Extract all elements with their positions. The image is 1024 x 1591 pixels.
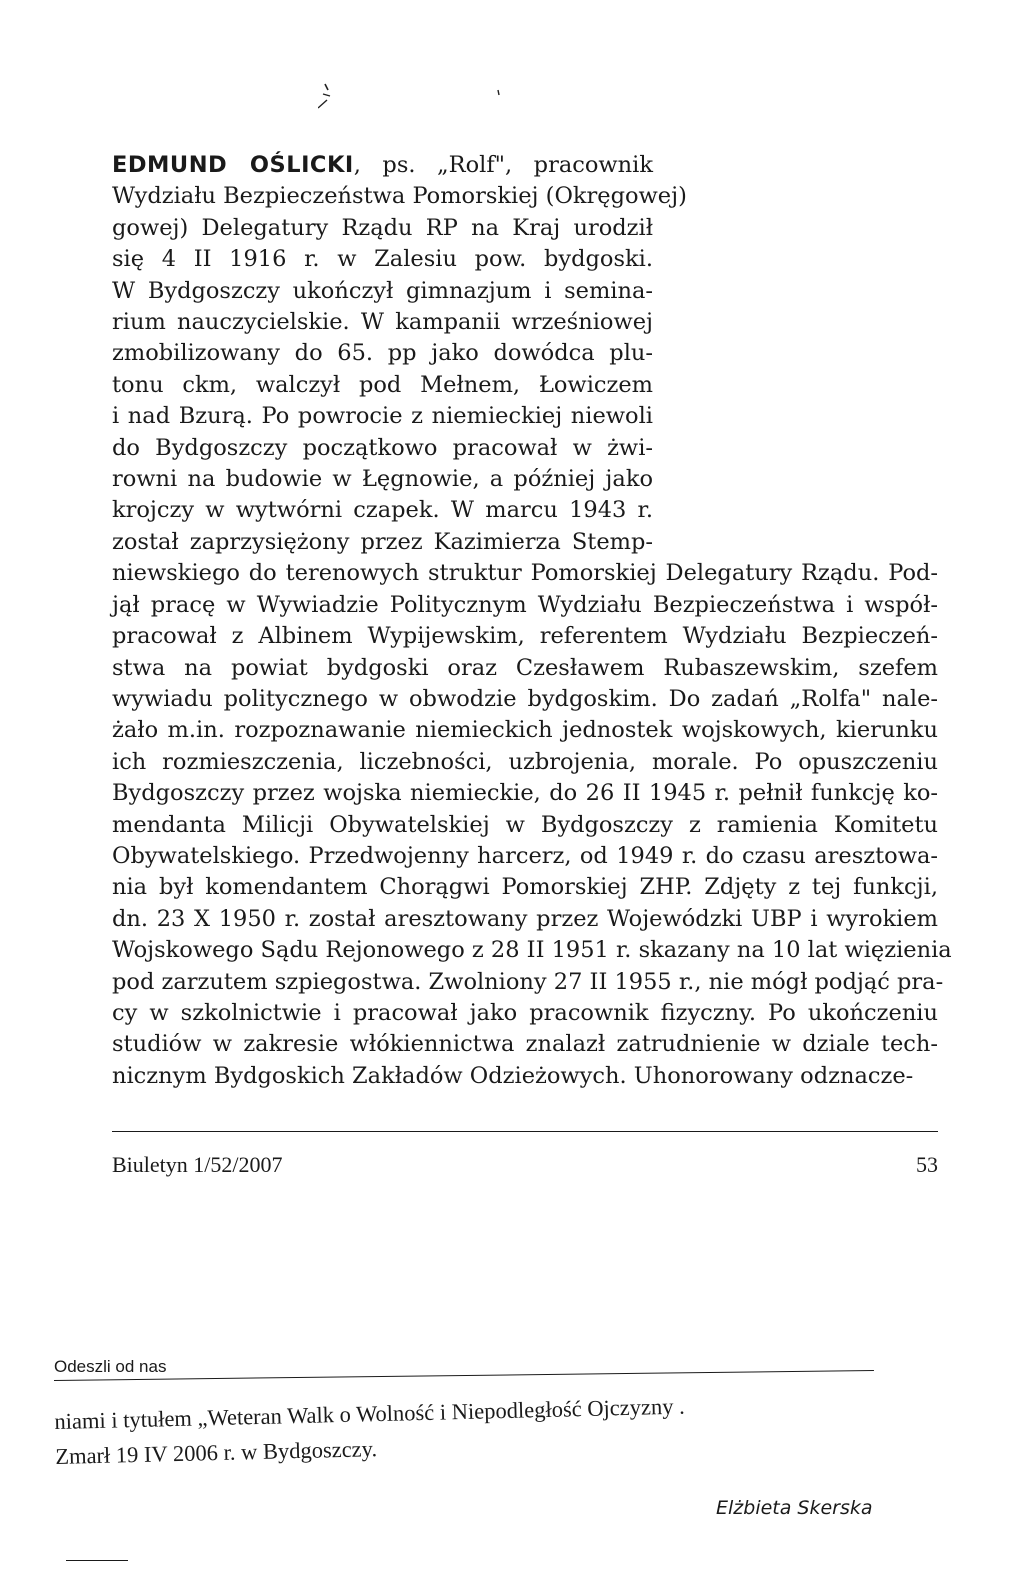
author-signature: Elżbieta Skerska <box>716 1497 873 1519</box>
article-line: cy w szkolnictwie i pracował jako pracownik fizyczny. Po ukończeniu <box>112 999 938 1026</box>
article-line: pracował z Albinem Wypijewskim, referentem Wydziału Bezpieczeń- <box>112 623 938 650</box>
continuation-line: niami i tytułem „Weteran Walk o Wolność i Niepodległość Ojczyzny . <box>54 1393 685 1434</box>
article-line: W Bydgoszczy ukończył gimnazjum i semina- <box>112 277 653 304</box>
article-line: EDMUND OŚLICKI, ps. „Rolf", pracownik <box>112 152 653 178</box>
article-line: studiów w zakresie włókiennictwa znalazł zatrudnienie w dziale tech- <box>112 1031 938 1058</box>
article-line: i nad Bzurą. Po powrocie z niemieckiej niewoli <box>112 403 653 430</box>
article-line: gowej) Delegatury Rządu RP na Kraj urodził <box>112 214 653 241</box>
article-line: nicznym Bydgoskich Zakładów Odzieżowych. Uhonorowany odznacze- <box>112 1062 914 1089</box>
article-line: rowni na budowie w Łęgnowie, a później jako <box>112 466 653 493</box>
stray-pen-marks <box>318 78 518 118</box>
article-line: żało m.in. rozpoznawanie niemieckich jednostek wojskowych, kierunku <box>112 717 938 744</box>
section-rule <box>54 1370 874 1381</box>
article-line: ich rozmieszczenia, liczebności, uzbrojenia, morale. Po opuszczeniu <box>112 748 938 775</box>
continuation-line: Zmarł 19 IV 2006 r. w Bydgoszczy. <box>54 1436 378 1469</box>
article-line: stwa na powiat bydgoski oraz Czesławem Rubaszewskim, szefem <box>112 654 938 681</box>
article-line: się 4 II 1916 r. w Zalesiu pow. bydgoski. <box>112 246 653 273</box>
bottom-rule <box>66 1560 128 1561</box>
continuation-text <box>54 1383 895 1474</box>
article-line: Wydziału Bezpieczeństwa Pomorskiej (Okręgowej) <box>112 183 687 210</box>
article-line: zmobilizowany do 65. pp jako dowódca plu- <box>112 340 653 367</box>
article-line: Bydgoszczy przez wojska niemieckie, do 26 II 1945 r. pełnił funkcję ko- <box>112 780 938 807</box>
article-line: został zaprzysiężony przez Kazimierza Stemp- <box>112 528 653 555</box>
article-line: do Bydgoszczy początkowo pracował w żwi- <box>112 434 653 461</box>
article-line: pod zarzutem szpiegostwa. Zwolniony 27 II 1955 r., nie mógł podjąć pra- <box>112 968 944 995</box>
article-line: tonu ckm, walczył pod Mełnem, Łowiczem <box>112 371 653 398</box>
page-number: 53 <box>916 1152 938 1177</box>
article-line: niewskiego do terenowych struktur Pomorskiej Delegatury Rządu. Pod- <box>112 560 938 587</box>
page-footer <box>112 1152 938 1178</box>
article-line: nia był komendantem Chorągwi Pomorskiej ZHP. Zdjęty z tej funkcji, <box>112 874 938 901</box>
article-line: mendanta Milicji Obywatelskiej w Bydgoszczy z ramienia Komitetu <box>112 811 938 838</box>
section-label: Odeszli od nas <box>54 1357 167 1376</box>
article-line: Wojskowego Sądu Rejonowego z 28 II 1951 r. skazany na 10 lat więzienia <box>112 937 952 964</box>
author-name: EDMUND OŚLICKI <box>112 152 354 178</box>
biography-article <box>112 150 952 1092</box>
article-line: Obywatelskiego. Przedwojenny harcerz, od 1949 r. do czasu aresztowa- <box>112 842 938 869</box>
footer-rule <box>112 1131 938 1132</box>
article-line: wywiadu politycznego w obwodzie bydgoskim. Do zadań „Rolfa" nale- <box>112 685 938 712</box>
article-line: rium nauczycielskie. W kampanii wrześniowej <box>112 309 653 336</box>
article-line: dn. 23 X 1950 r. został aresztowany przez Wojewódzki UBP i wyrokiem <box>112 905 938 932</box>
article-line: jął pracę w Wywiadzie Politycznym Wydziału Bezpieczeństwa i współ- <box>112 591 938 618</box>
article-line: krojczy w wytwórni czapek. W marcu 1943 r. <box>112 497 653 524</box>
publication-name: Biuletyn 1/52/2007 <box>112 1152 283 1177</box>
